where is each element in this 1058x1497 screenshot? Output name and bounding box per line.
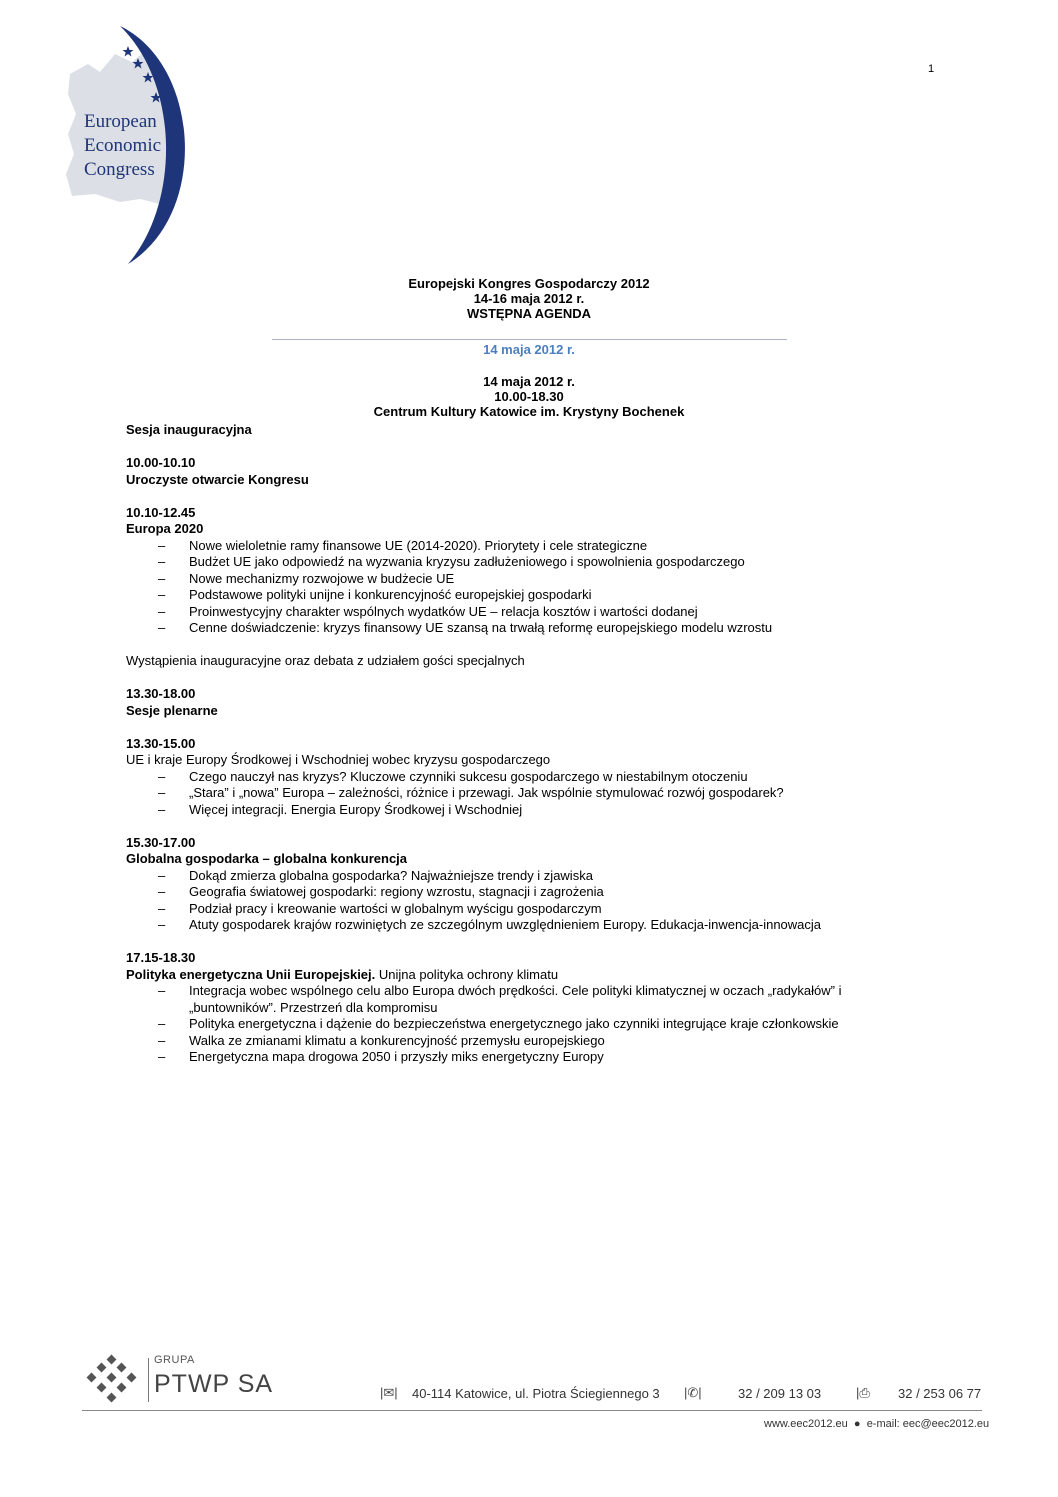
venue-block [0,374,1058,419]
agenda-content [126,422,926,1066]
list-item: – Więcej integracji. Energia Europy Środkowej i Wschodniej [126,802,926,819]
list-item: – Budżet UE jako odpowiedź na wyzwania kryzysu zadłużeniowego i spowolnienia gospodarczego [126,554,926,571]
agenda-title [126,967,926,984]
document-title: Europejski Kongres Gospodarczy 2012 [408,276,650,291]
footer-address: 40-114 Katowice, ul. Piotra Ściegiennego 3 [412,1386,660,1401]
footer-website[interactable]: www.eec2012.eu [764,1418,848,1430]
session-title: Sesja inauguracyjna [126,422,252,437]
list-item: – Nowe mechanizmy rozwojowe w budżecie UE [126,571,926,588]
agenda-list [126,769,926,819]
page-number: 1 [928,63,935,75]
document-header [0,276,1058,321]
agenda-time: 17.15-18.30 [126,950,196,965]
logo-line: European [84,111,157,132]
list-item: – Dokąd zmierza globalna gospodarka? Najważniejsze trendy i zjawiska [126,868,926,885]
venue-place: Centrum Kultury Katowice im. Krystyny Bochenek [373,404,685,419]
agenda-title: Europa 2020 [126,521,204,536]
list-item: – Proinwestycyjny charakter wspólnych wydatków UE – relacja kosztów i wartości dodanej [126,604,926,621]
footer-divider [82,1410,982,1411]
list-item: – Walka ze zmianami klimatu a konkurencyjność przemysłu europejskiego [126,1033,926,1050]
footer-email[interactable]: e-mail: eec@eec2012.eu [866,1418,990,1430]
agenda-time: 10.10-12.45 [126,504,196,520]
footer-contact [764,1418,989,1430]
agenda-title: Uroczyste otwarcie Kongresu [126,471,309,487]
agenda-time: 13.30-15.00 [126,735,196,751]
logo-text [84,110,161,182]
agenda-title: Sesje plenarne [126,702,218,718]
fax-icon: |⎙ [856,1385,870,1400]
agenda-time: 10.00-10.10 [126,455,196,470]
venue-date: 14 maja 2012 r. [483,374,575,389]
agenda-list [126,983,926,1066]
list-item: – Cenne doświadczenie: kryzys finansowy UE szansą na trwałą reformę europejskiego modelu wzrostu [126,620,926,637]
footer-logo-divider [148,1358,149,1402]
list-item: – Czego nauczył nas kryzys? Kluczowe czynniki sukcesu gospodarczego w niestabilnym otoczeniu [126,769,926,786]
agenda-title: UE i kraje Europy Środkowej i Wschodniej wobec kryzysu gospodarczego [126,752,551,767]
list-item: – Polityka energetyczna i dążenie do bezpieczeństwa energetycznego jako czynniki integrujące kraje członkowskie [126,1016,926,1033]
footer-fax: 32 / 253 06 77 [898,1386,982,1401]
list-item: – Podstawowe polityki unijne i konkurencyjność europejskiej gospodarki [126,587,926,604]
logo-line: Economic [84,135,162,156]
list-item: – Atuty gospodarek krajów rozwiniętych ze szczególnym uwzględnieniem Europy. Edukacja-inwencja-innowacja [126,917,926,934]
header-divider [272,339,787,340]
agenda-title-bold: Polityka energetyczna Unii Europejskiej. [126,966,376,982]
document-subtitle: WSTĘPNA AGENDA [467,306,591,321]
agenda-time: 15.30-17.00 [126,834,196,850]
agenda-time: 13.30-18.00 [126,686,196,701]
footer-phone: 32 / 209 13 03 [738,1386,822,1401]
envelope-icon: |✉| [380,1385,398,1400]
logo-line: Congress [84,159,155,180]
list-item: – Energetyczna mapa drogowa 2050 i przyszły miks energetyczny Europy [126,1049,926,1066]
ptwp-logo-icon [82,1354,142,1404]
venue-time: 10.00-18.30 [494,389,564,404]
footer-separator: ● [853,1418,861,1430]
grupa-label: GRUPA [154,1354,195,1366]
agenda-list [126,538,926,637]
agenda-title: Globalna gospodarka – globalna konkurencja [126,851,408,866]
day-label: 14 maja 2012 r. [483,342,575,357]
company-name: PTWP SA [154,1370,274,1398]
list-item: – Geografia światowej gospodarki: regiony wzrostu, stagnacji i zagrożenia [126,884,926,901]
phone-icon: |✆| [684,1385,702,1400]
list-item: – „Stara” i „nowa” Europa – zależności, różnice i przewagi. Jak wspólnie stymulować rozwój gospodarek? [126,785,926,802]
list-item: – Podział pracy i kreowanie wartości w globalnym wyścigu gospodarczym [126,901,926,918]
agenda-list [126,868,926,934]
agenda-note: Wystąpienia inauguracyjne oraz debata z udziałem gości specjalnych [126,653,525,668]
agenda-title-rest: Unijna polityka ochrony klimatu [375,966,559,982]
list-item: – Nowe wieloletnie ramy finansowe UE (2014-2020). Priorytety i cele strategiczne [126,538,926,555]
document-dates: 14-16 maja 2012 r. [473,291,585,306]
list-item: – Integracja wobec wspólnego celu albo Europa dwóch prędkości. Cele polityki klimatycznej w oczach „radykałów” i „buntowników”. Przestrzeń dla kompromisu [126,983,909,1016]
